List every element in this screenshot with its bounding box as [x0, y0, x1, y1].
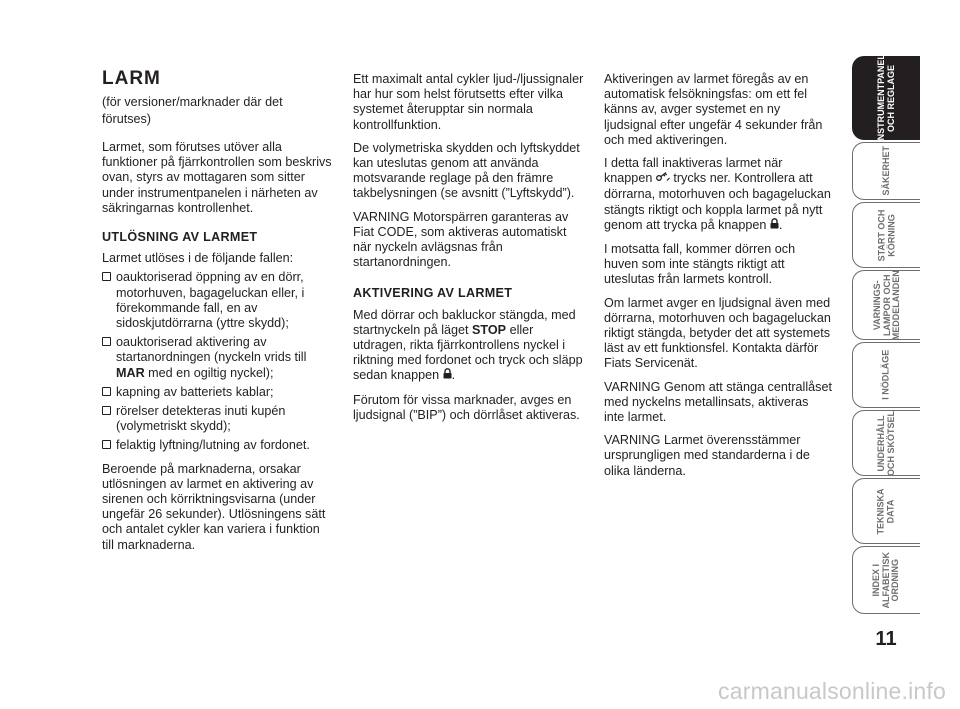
paragraph: Om larmet avger en ljudsignal även med dörrarna, motorhuven och bagageluckan riktigt stängda, betyder det att systemets läst av ett funktionsfel. Kontakta därför Fiats Servicenät.: [604, 295, 831, 371]
trigger-list: [102, 270, 334, 453]
tab-underhall[interactable]: UNDERHÅLL OCH SKÖTSEL: [852, 410, 920, 476]
checkbox-bullet-icon: [102, 440, 111, 449]
tab-instrumentpanel[interactable]: INSTRUMENTPANEL OCH REGLAGE: [852, 56, 920, 140]
key-position-stop: STOP: [472, 322, 507, 337]
list-item: rörelser detekteras inuti kupén (volymetriskt skydd);: [102, 404, 334, 434]
column-right: [604, 72, 832, 487]
lock-icon: [770, 218, 779, 234]
paragraph: Med dörrar och bakluckor stängda, med startnyckeln på läget STOP eller utdragen, rikta fjärrkontrollens nyckel i riktning med fordonet och tryck och släpp sedan knappen .: [353, 308, 584, 385]
column-left: [102, 68, 334, 561]
paragraph: Ett maximalt antal cykler ljud-/ljussignaler har hur som helst förutsetts efter vilka systemet återupptar sin normala kontrollfunktion.: [353, 72, 584, 132]
outro-paragraph: Beroende på marknaderna, orsakar utlösningen av larmet en aktivering av sirenen och körriktningsvisarna (under ungefär 26 sekunder). Utlösningens sätt och antalet cykler kan variera i funktion till marknaderna.: [102, 461, 326, 552]
tab-start-och-korning[interactable]: START OCH KÖRNING: [852, 202, 920, 268]
list-item: oauktoriserad aktivering av startanordningen (nyckeln vrids till MAR med en ogiltig nyckel);: [102, 335, 334, 381]
lead-paragraph: Larmet utlöses i de följande fallen:: [102, 251, 294, 266]
tab-index[interactable]: INDEX I ALFABETISK ORDNING: [852, 546, 920, 614]
checkbox-bullet-icon: [102, 337, 111, 346]
warning-paragraph: VARNING Larmet överensstämmer ursprungligen med standarderna i de olika länderna.: [604, 433, 810, 478]
checkbox-bullet-icon: [102, 272, 111, 281]
paragraph: I motsatta fall, kommer dörren och huven som inte stängts riktigt att uteslutas från larmets kontroll.: [604, 242, 796, 287]
list-item: felaktig lyftning/lutning av fordonet.: [102, 438, 334, 453]
checkbox-bullet-icon: [102, 387, 111, 396]
tab-i-nodlage[interactable]: I NÖDLÄGE: [852, 342, 920, 408]
paragraph: Förutom för vissa marknader, avges en ljudsignal (”BIP”) och dörrlåset aktiveras.: [353, 392, 580, 422]
paragraph: De volymetriska skydden och lyftskyddet kan uteslutas genom att använda motsvarande reglage på den främre takbelysningen (se avsnitt (”Lyftskydd”).: [353, 140, 580, 201]
list-item: oauktoriserad öppning av en dörr, motorhuven, bagageluckan eller, i förekommande fall, en av sidoskjutdörrarna (yttre skydd);: [102, 270, 334, 331]
paragraph: Aktiveringen av larmet föregås av en automatisk felsökningsfas: om ett fel känns av, avger systemet en ny ljudsignal efter ungefär 4 sekunder från och med aktiveringen.: [604, 72, 823, 147]
lock-icon: [443, 368, 452, 384]
warning-paragraph: VARNING Genom att stänga centrallåset med nyckelns metallinsats, aktiveras inte larmet.: [604, 379, 832, 425]
checkbox-bullet-icon: [102, 406, 111, 415]
intro-paragraph: Larmet, som förutses utöver alla funktioner på fjärrkontrollen som beskrivs ovan, styrs av mottagaren som sitter under instrumentpanelen i närheten av säkringarnas kontrollenhet.: [102, 140, 332, 215]
section-subtitle: (för versioner/marknader där det förutses): [102, 95, 283, 126]
heading-triggering: UTLÖSNING AV LARMET: [102, 230, 258, 245]
unlock-key-icon: [656, 172, 670, 187]
column-middle: [353, 72, 584, 431]
section-title: LARM: [102, 68, 161, 89]
watermark: carmanualsonline.info: [718, 678, 946, 704]
paragraph: I detta fall inaktiveras larmet när knappen trycks ner. Kontrollera att dörrarna, motorhuven och bagageluckan stängts riktigt och koppla larmet på nytt genom att trycka på knappen .: [604, 156, 832, 234]
key-position-mar: MAR: [116, 365, 145, 380]
tab-varningslampor[interactable]: VARNINGS- LAMPOR OCH MEDDELANDEN: [852, 270, 920, 340]
tab-tekniska-data[interactable]: TEKNISKA DATA: [852, 478, 920, 544]
heading-activation: AKTIVERING AV LARMET: [353, 286, 513, 301]
warning-paragraph: VARNING Motorspärren garanteras av Fiat CODE, som aktiveras automatiskt när nyckeln avlägsnas från startanordningen.: [353, 209, 569, 270]
tab-sakerhet[interactable]: SÄKERHET: [852, 142, 920, 200]
page-number: 11: [875, 628, 897, 650]
list-item: kapning av batteriets kablar;: [102, 385, 334, 400]
